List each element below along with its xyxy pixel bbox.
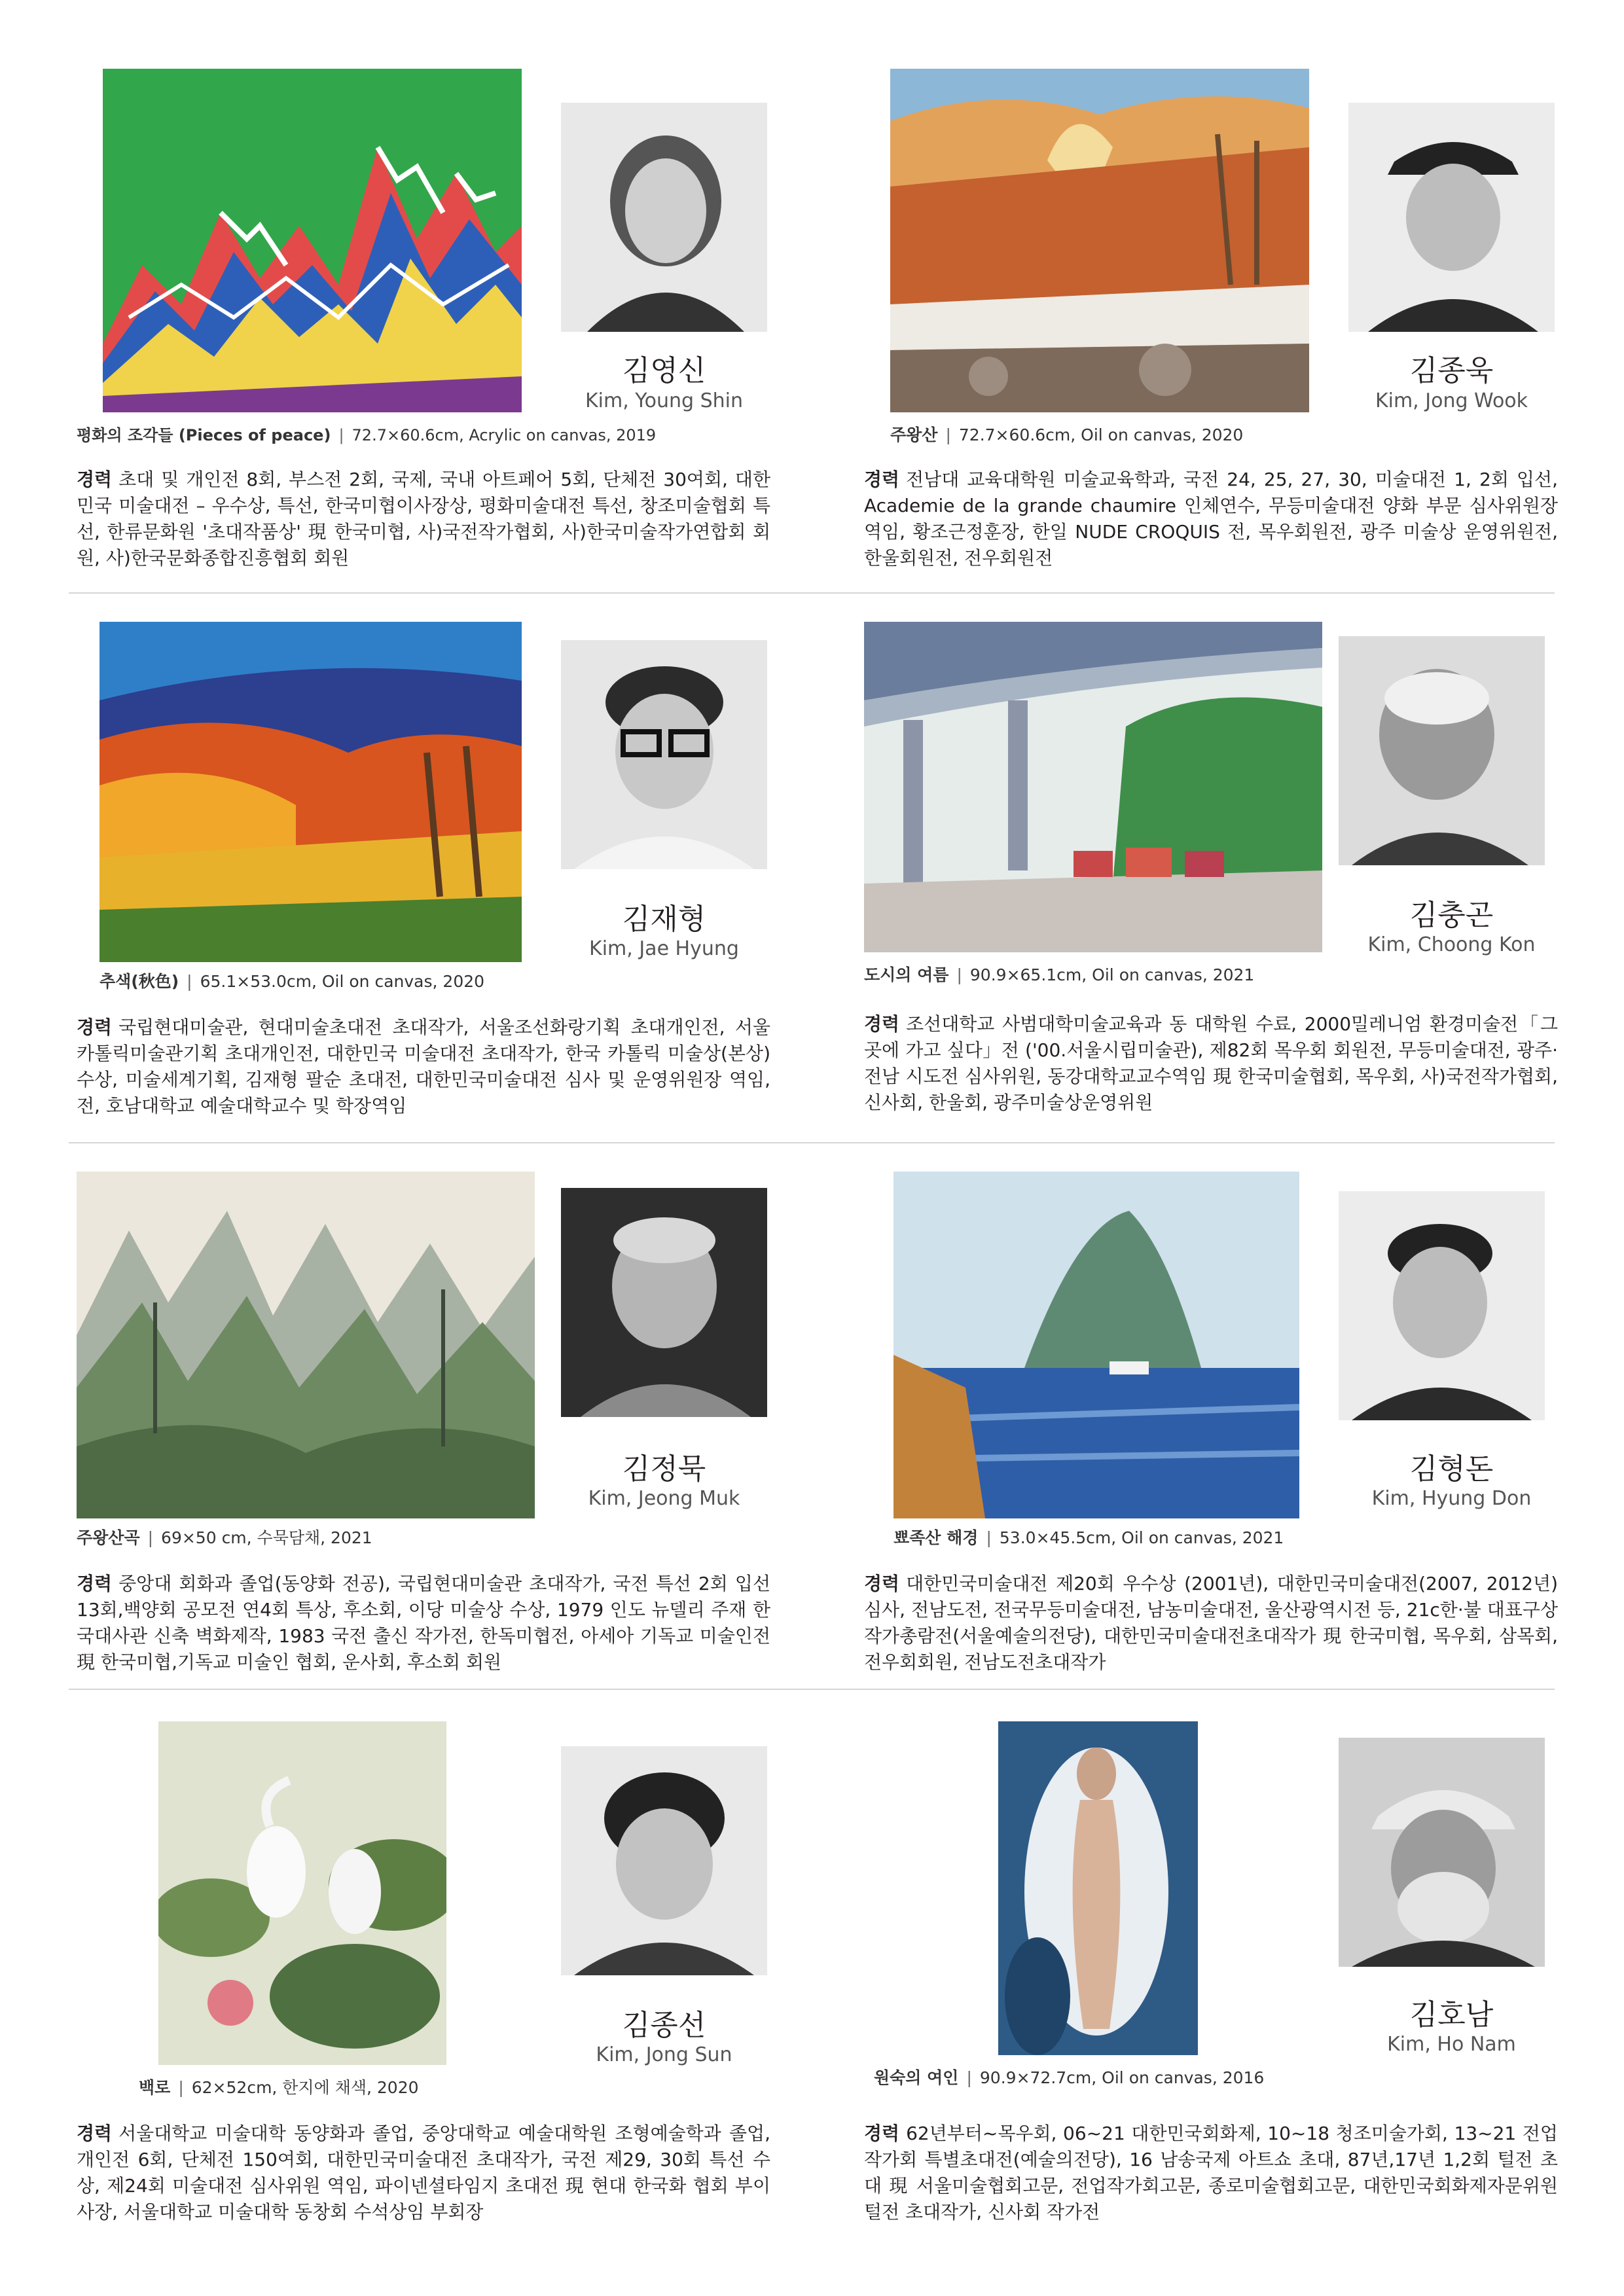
artwork-caption [77, 1525, 372, 1549]
artwork-image [158, 1721, 446, 2065]
artwork-image [998, 1721, 1198, 2055]
bio-label: 경력 [77, 469, 113, 490]
bio-text: 62년부터~목우회, 06~21 대한민국회화제, 10~18 청조미술가회, 13~21 전업작가회 특별초대전(예술의전당), 16 남송국제 아트쇼 초대, 87년,17년 1,2회 털전 초대 現 서울미술협회고문, 전업작가회고문, 종로미술협회고문, 대한민국회화제자문위원 털전 초대작가, 신사회 작가전 [864, 2123, 1558, 2223]
artist-entry-kim-jeong-muk [77, 1172, 770, 1708]
artwork-caption [139, 2075, 419, 2098]
artist-name-english: Kim, Hyung Don [1371, 1487, 1532, 1510]
artist-biography [864, 1571, 1558, 1676]
artist-name-english: Kim, Choong Kon [1367, 933, 1536, 956]
bio-label: 경력 [864, 1013, 900, 1035]
artwork-details: 90.9×65.1cm, Oil on canvas, 2021 [969, 965, 1255, 984]
caption-separator: | [338, 426, 344, 444]
bio-text: 전남대 교육대학원 미술교육학과, 국전 24, 25, 27, 30, 미술대전 1, 2회 입선, Academie de la grande chaumire 인체연수, 무등미술대전 양화 부문 심사위원장 역임, 황조근정훈장, 한일 NUDE CROQUIS 전, 목우회원전, 광주 미술상 운영위원전, 한울회원전, 전우회원전 [864, 469, 1558, 569]
row-divider [69, 592, 1555, 594]
artist-entry-kim-jong-wook [864, 69, 1558, 605]
bio-label: 경력 [864, 469, 900, 490]
artist-entry-kim-hyung-don [864, 1172, 1558, 1708]
artwork-title: 도시의 여름 [864, 965, 949, 984]
bio-text: 중앙대 회화과 졸업(동양화 전공), 국립현대미술관 초대작가, 국전 특선 2회 입선 13회,백양회 공모전 연4회 특상, 후소회, 이당 미술상 수상, 1979 인도 뉴델리 주재 한국대사관 신축 벽화제작, 1983 국전 출신 작가전, 한독미협전, 아세아 기독교 미술인전 現 한국미협,기독교 미술인 협회, 운사회, 후소회 회원 [77, 1573, 770, 1673]
bio-label: 경력 [864, 2123, 900, 2144]
artist-entry-kim-young-shin [77, 69, 770, 605]
bio-label: 경력 [77, 1016, 113, 1038]
artist-entry-kim-ho-nam [864, 1721, 1558, 2258]
artist-name-english: Kim, Jae Hyung [589, 937, 739, 960]
artist-name-korean: 김호남 [1409, 1998, 1494, 2032]
caption-separator: | [956, 965, 962, 984]
artist-biography [77, 2121, 770, 2225]
artwork-caption [893, 1525, 1284, 1549]
artist-biography [77, 467, 770, 571]
artwork-caption [77, 422, 656, 445]
artist-name-korean: 김충곤 [1409, 899, 1494, 932]
artwork-title: 주왕산곡 [77, 1528, 140, 1547]
artwork-image [864, 622, 1322, 952]
artist-portrait [1339, 636, 1545, 865]
artwork-title: 백로 [139, 2078, 171, 2097]
artwork-image [893, 1172, 1299, 1518]
artist-portrait [561, 103, 767, 332]
bio-label: 경력 [77, 1573, 113, 1594]
artwork-caption [890, 422, 1243, 446]
artwork-caption [99, 969, 484, 992]
artist-entry-kim-jae-hyung [77, 622, 770, 1158]
artist-name-english: Kim, Jeong Muk [588, 1487, 740, 1510]
artist-biography [77, 1014, 770, 1119]
artist-name-english: Kim, Jong Sun [596, 2043, 732, 2066]
artist-name-english: Kim, Jong Wook [1375, 389, 1528, 412]
bio-text: 초대 및 개인전 8회, 부스전 2회, 국제, 국내 아트페어 5회, 단체전 30여회, 대한민국 미술대전 – 우수상, 특선, 한국미협이사장상, 평화미술대전 특선, 창조미술협회 특선, 한류문화원 '초대작품상' 現 한국미협, 사)국전작가협회, 사)한국미술작가연합회 회원, 사)한국문화종합진흥협회 회원 [77, 469, 770, 569]
artwork-image [103, 69, 522, 412]
artwork-details: 62×52cm, 한지에 채색, 2020 [191, 2078, 419, 2097]
artist-name-english: Kim, Young Shin [585, 389, 743, 412]
artwork-details: 65.1×53.0cm, Oil on canvas, 2020 [200, 972, 485, 991]
artist-portrait [561, 1188, 767, 1417]
artist-biography [864, 1011, 1558, 1116]
artist-name-english: Kim, Ho Nam [1387, 2033, 1516, 2056]
artist-name-korean: 김재형 [622, 903, 706, 936]
artist-portrait [1348, 103, 1555, 332]
artwork-details: 90.9×72.7cm, Oil on canvas, 2016 [979, 2068, 1265, 2087]
artwork-image [99, 622, 522, 962]
artist-name-korean: 김정묵 [622, 1452, 706, 1486]
artist-entry-kim-choong-kon [864, 622, 1558, 1158]
artwork-title: 원숙의 여인 [874, 2068, 959, 2087]
artwork-title: 추색(秋色) [99, 972, 179, 991]
caption-separator: | [147, 1528, 154, 1547]
artwork-details: 72.7×60.6cm, Acrylic on canvas, 2019 [352, 426, 657, 444]
artist-name-korean: 김영신 [622, 354, 706, 387]
artist-name-korean: 김형돈 [1409, 1452, 1494, 1486]
artist-biography [77, 1571, 770, 1676]
artwork-title: 주왕산 [890, 425, 938, 444]
artwork-details: 53.0×45.5cm, Oil on canvas, 2021 [999, 1528, 1284, 1547]
caption-separator: | [187, 972, 192, 991]
row-divider [69, 1689, 1555, 1690]
artwork-title: 뾰족산 해경 [893, 1528, 979, 1547]
caption-separator: | [945, 425, 951, 444]
caption-separator: | [986, 1528, 992, 1547]
artwork-details: 72.7×60.6cm, Oil on canvas, 2020 [958, 425, 1244, 444]
artist-entry-kim-jong-sun [77, 1721, 770, 2258]
artist-name-korean: 김종욱 [1409, 354, 1494, 387]
artwork-caption [874, 2065, 1264, 2089]
bio-text: 조선대학교 사범대학미술교육과 동 대학원 수료, 2000밀레니엄 환경미술전「그곳에 가고 싶다」전 ('00.서울시립미술관), 제82회 목우회 회원전, 무등미술대전, 광주·전남 시도전 심사위원, 동강대학교교수역임 現 한국미술협회, 목우회, 사)국전작가협회, 신사회, 한울회, 광주미술상운영위원 [864, 1013, 1558, 1113]
artist-name-korean: 김종선 [622, 2009, 706, 2042]
artist-portrait [561, 1746, 767, 1975]
artist-biography [864, 467, 1558, 571]
artist-biography [864, 2121, 1558, 2225]
artwork-details: 69×50 cm, 수묵담채, 2021 [161, 1528, 372, 1547]
artist-portrait [1339, 1738, 1545, 1967]
artwork-image [77, 1172, 535, 1518]
artwork-image [890, 69, 1309, 412]
artwork-caption [864, 962, 1254, 986]
caption-separator: | [966, 2068, 972, 2087]
row-divider [69, 1142, 1555, 1143]
bio-text: 국립현대미술관, 현대미술초대전 초대작가, 서울조선화랑기획 초대개인전, 서울 카톨릭미술관기획 초대개인전, 대한민국 미술대전 초대작가, 한국 카톨릭 미술상(본상) 수상, 미술세계기획, 김재형 팔순 초대전, 대한민국미술대전 심사 및 운영위원장 역임, 전, 호남대학교 예술대학교수 및 학장역임 [77, 1016, 770, 1117]
artwork-title: 평화의 조각들 (Pieces of peace) [77, 426, 331, 444]
bio-label: 경력 [864, 1573, 900, 1594]
caption-separator: | [178, 2078, 184, 2097]
bio-text: 대한민국미술대전 제20회 우수상 (2001년), 대한민국미술대전(2007, 2012년) 심사, 전남도전, 전국무등미술대전, 남농미술대전, 울산광역시전 등, 21c한·불 대표구상작가총람전(서울예술의전당), 대한민국미술대전초대작가 現 한국미협, 목우회, 삼목회, 전우회회원, 전남도전초대작가 [864, 1573, 1558, 1673]
bio-text: 서울대학교 미술대학 동양화과 졸업, 중앙대학교 예술대학원 조형예술학과 졸업, 개인전 6회, 단체전 150여회, 대한민국미술대전 초대작가, 국전 제29, 30회 특선 수상, 제24회 미술대전 심사위원 역임, 파이넨셜타임지 초대전 現 현대 한국화 협회 부이사장, 서울대학교 미술대학 동창회 수석상임 부회장 [77, 2123, 770, 2223]
artist-portrait [561, 640, 767, 869]
bio-label: 경력 [77, 2123, 113, 2144]
artist-portrait [1339, 1191, 1545, 1420]
